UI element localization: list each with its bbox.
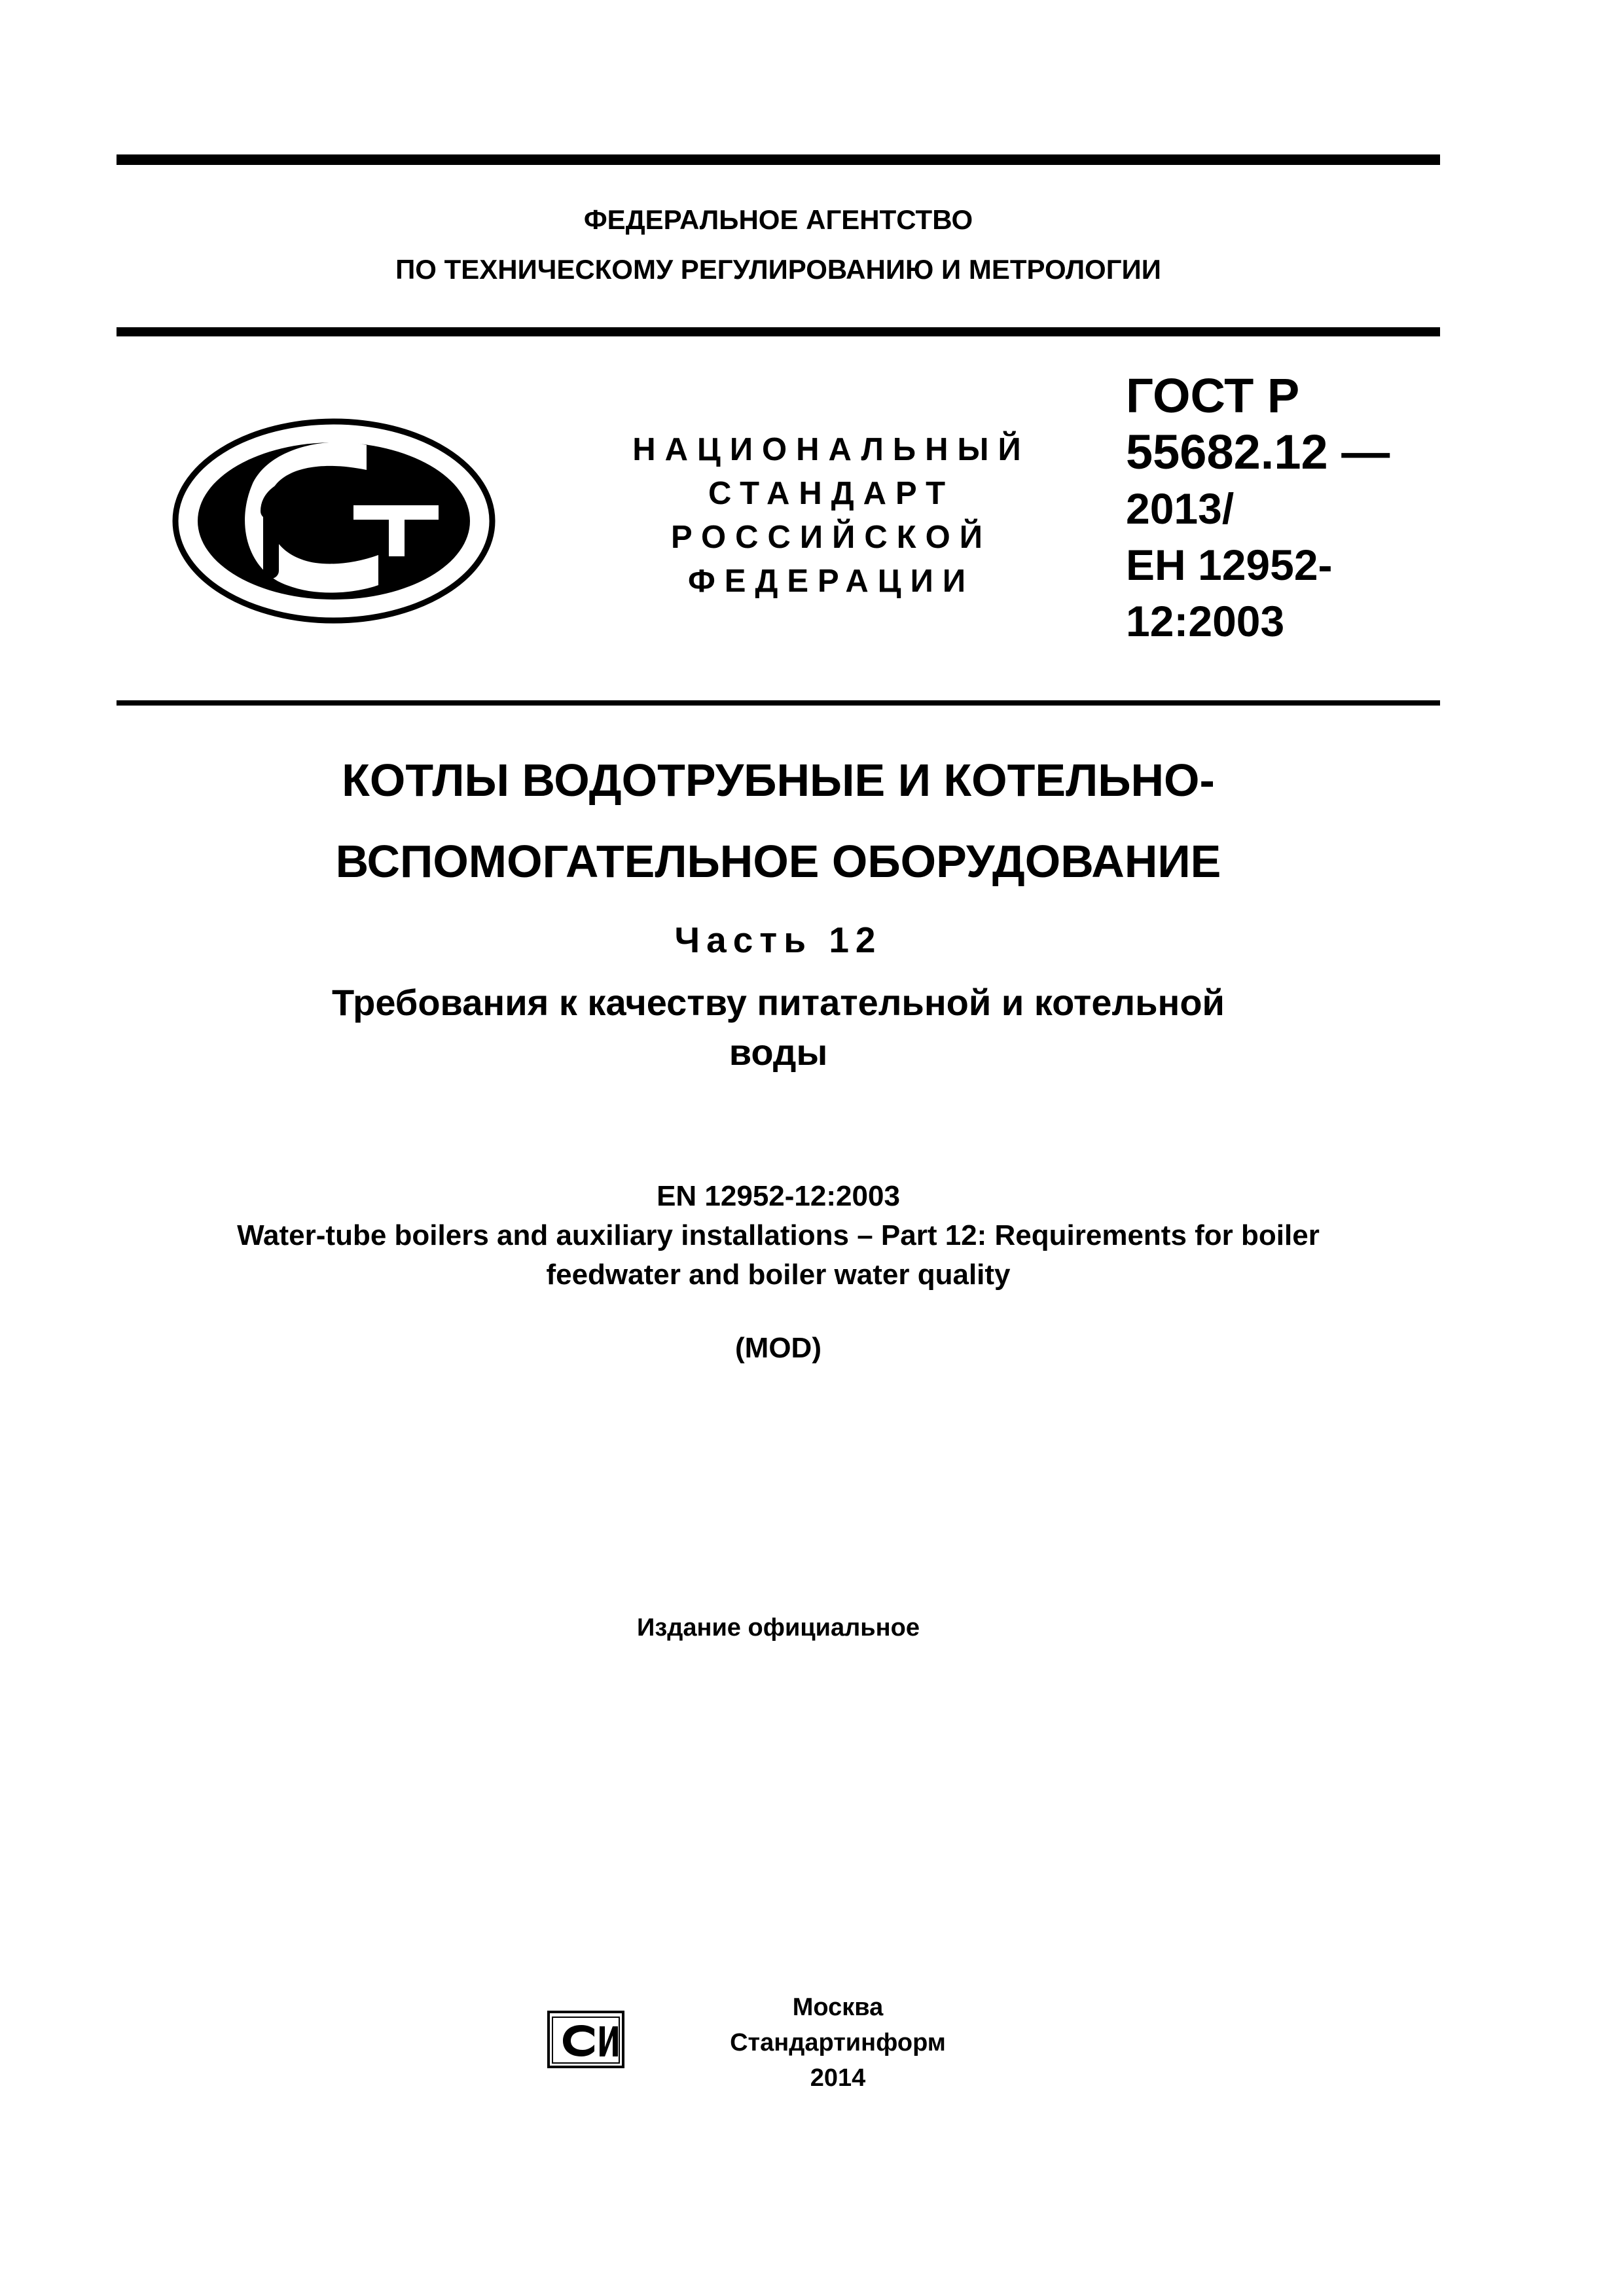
en-code: EN 12952-12:2003 <box>657 1180 900 1212</box>
rst-logo-icon <box>170 416 497 626</box>
national-line-1: НАЦИОНАЛЬНЫЙ <box>632 432 1030 467</box>
designation-line-4: ЕН 12952- <box>1126 541 1333 589</box>
standartinform-logo-icon <box>545 2009 627 2071</box>
agency-line-2: ПО ТЕХНИЧЕСКОМУ РЕГУЛИРОВАНИЮ И МЕТРОЛОГИИ <box>395 254 1161 285</box>
publisher-block <box>674 1990 1001 2096</box>
designation-line-1: ГОСТ Р <box>1126 368 1300 423</box>
title-line-1: КОТЛЫ ВОДОТРУБНЫЕ И КОТЕЛЬНО- <box>342 755 1215 806</box>
document-title <box>117 740 1440 1077</box>
national-line-4: ФЕДЕРАЦИИ <box>687 564 975 599</box>
part-label: Часть 12 <box>674 920 882 960</box>
standard-designation <box>1126 368 1434 649</box>
publisher-name: Стандартинформ <box>730 2029 946 2056</box>
en-title-line-2: feedwater and boiler water quality <box>546 1259 1011 1291</box>
en-title-line-1: Water-tube boilers and auxiliary installations – Part 12: Requirements for boiler <box>237 1219 1320 1251</box>
national-line-3: РОССИЙСКОЙ <box>671 520 992 555</box>
subtitle-line-2: воды <box>729 1031 828 1073</box>
title-line-2: ВСПОМОГАТЕЛЬНОЕ ОБОРУДОВАНИЕ <box>335 836 1221 887</box>
agency-header <box>117 195 1440 295</box>
en-reference <box>117 1177 1440 1368</box>
designation-line-5: 12:2003 <box>1126 597 1285 645</box>
edition-label: Издание официальное <box>637 1614 920 1641</box>
header-rule <box>117 327 1440 336</box>
national-standard-label <box>589 428 1074 603</box>
publisher-year: 2014 <box>810 2064 866 2092</box>
designation-line-3: 2013/ <box>1126 484 1235 533</box>
publisher-city: Москва <box>792 1994 884 2021</box>
title-rule <box>117 700 1440 706</box>
designation-line-2: 55682.12 — <box>1126 425 1390 479</box>
subtitle-line-1: Требования к качеству питательной и котельной <box>332 982 1225 1023</box>
top-rule <box>117 154 1440 165</box>
mod-label: (MOD) <box>735 1332 821 1364</box>
national-line-2: СТАНДАРТ <box>708 476 955 511</box>
agency-line-1: ФЕДЕРАЛЬНОЕ АГЕНТСТВО <box>583 204 973 235</box>
